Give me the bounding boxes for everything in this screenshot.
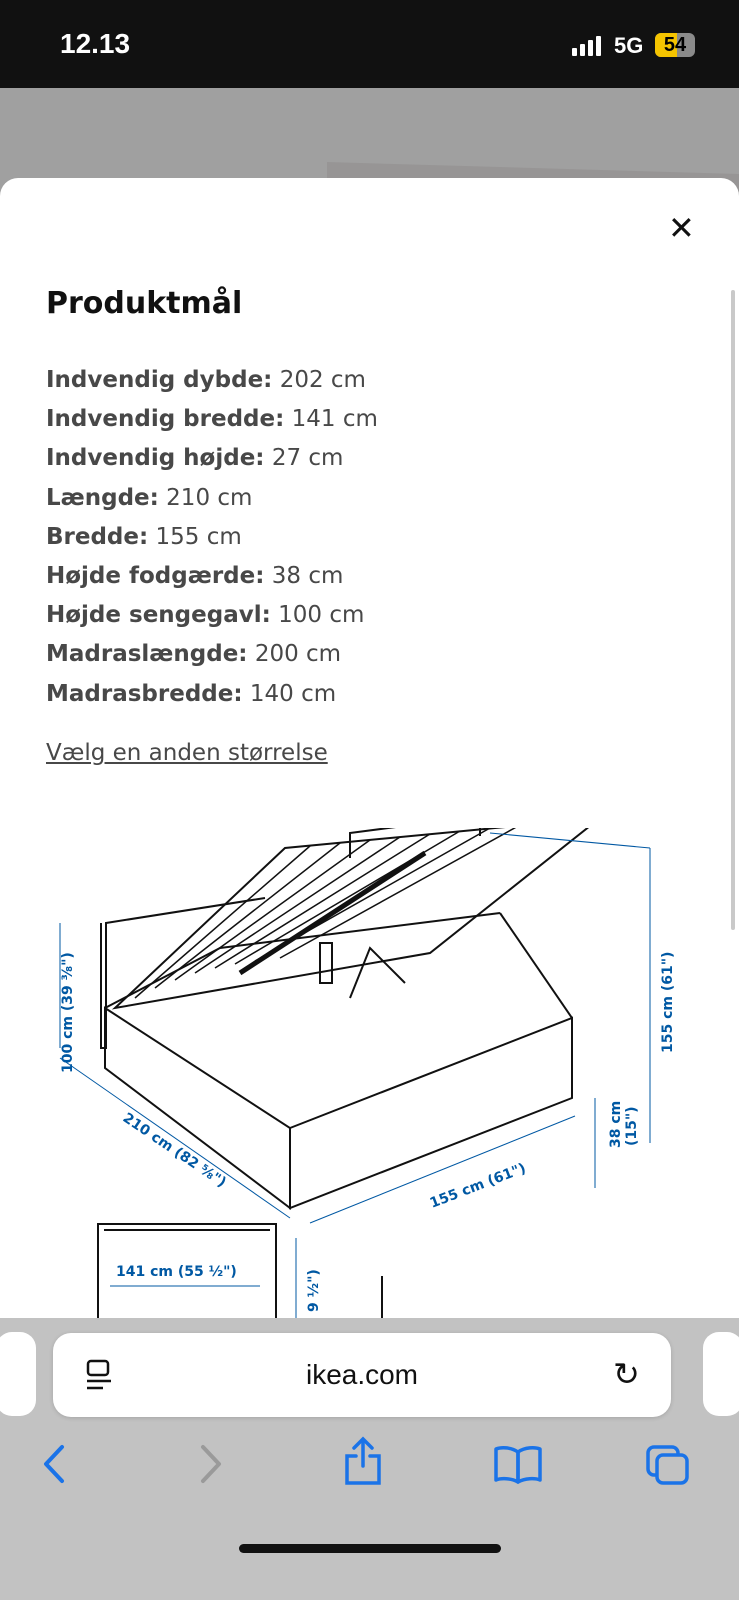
spec-value: 155 cm (155, 523, 242, 550)
spec-row (46, 400, 378, 439)
reload-icon[interactable]: ↻ (613, 1355, 640, 1393)
spec-value: 100 cm (278, 602, 365, 629)
spec-value: 27 cm (271, 445, 344, 472)
dimension-list (46, 361, 378, 714)
spec-row (46, 596, 378, 635)
dim-headboard-height: 100 cm (39 ⅜") (60, 952, 76, 1073)
close-icon[interactable]: ✕ (668, 209, 695, 247)
spec-value: 141 cm (291, 406, 378, 433)
spec-row (46, 479, 378, 518)
status-bar (0, 0, 739, 88)
battery-level: 54 (663, 34, 687, 56)
spec-value: 140 cm (249, 680, 337, 707)
spec-value: 202 cm (279, 367, 366, 393)
choose-other-size-link[interactable]: Vælg en anden størrelse (46, 740, 328, 766)
spec-row (46, 361, 378, 400)
dim-foot-height-in: (15") (624, 1106, 640, 1146)
spec-row (46, 635, 378, 674)
spec-label: Madrasbredde: (46, 680, 243, 707)
battery-icon (655, 33, 695, 57)
spec-label: Længde: (46, 484, 159, 511)
next-tab-pill[interactable] (703, 1332, 739, 1416)
spec-label: Madraslængde: (46, 641, 248, 668)
home-indicator[interactable] (239, 1544, 501, 1553)
spec-value: 38 cm (271, 563, 344, 590)
browser-toolbar (0, 1318, 739, 1600)
spec-value: 210 cm (166, 484, 253, 511)
address-bar[interactable] (53, 1333, 671, 1417)
dimension-lines (60, 833, 650, 1318)
dim-total-height: 155 cm (61") (660, 951, 676, 1053)
share-icon[interactable] (343, 1436, 383, 1486)
tabs-icon[interactable] (645, 1444, 691, 1486)
spec-row (46, 518, 378, 557)
spec-row (46, 557, 378, 596)
spec-label: Højde fodgærde: (46, 563, 265, 590)
dim-foot-height-cm: 38 cm (608, 1100, 624, 1148)
spec-value: 200 cm (254, 641, 342, 668)
product-dimensions-sheet (0, 178, 739, 1318)
spec-label: Indvendig bredde: (46, 406, 285, 433)
spec-label: Indvendig dybde: (46, 367, 273, 393)
signal-icon (572, 36, 601, 56)
dim-inner-side: 9 ½") (306, 1269, 322, 1312)
network-type: 5G (614, 33, 644, 58)
scrollbar[interactable] (731, 290, 735, 930)
sheet-title: Produktmål (46, 286, 243, 321)
spec-label: Bredde: (46, 523, 149, 550)
url-text: ikea.com (305, 1359, 419, 1390)
dim-inner-width: 141 cm (55 ½") (116, 1264, 237, 1280)
dim-width: 155 cm (61") (427, 1160, 529, 1212)
spec-label: Højde sengegavl: (46, 602, 271, 629)
spec-row (46, 439, 378, 478)
bed-dimension-drawing (40, 828, 700, 1318)
dim-length: 210 cm (82 ⅝") (119, 1110, 229, 1191)
back-icon[interactable] (40, 1444, 70, 1484)
bookmarks-icon[interactable] (493, 1444, 543, 1484)
forward-icon[interactable] (195, 1444, 225, 1484)
spec-label: Indvendig højde: (46, 445, 265, 472)
previous-tab-pill[interactable] (0, 1332, 36, 1416)
clock: 12.13 (60, 28, 131, 59)
spec-row (46, 675, 378, 714)
